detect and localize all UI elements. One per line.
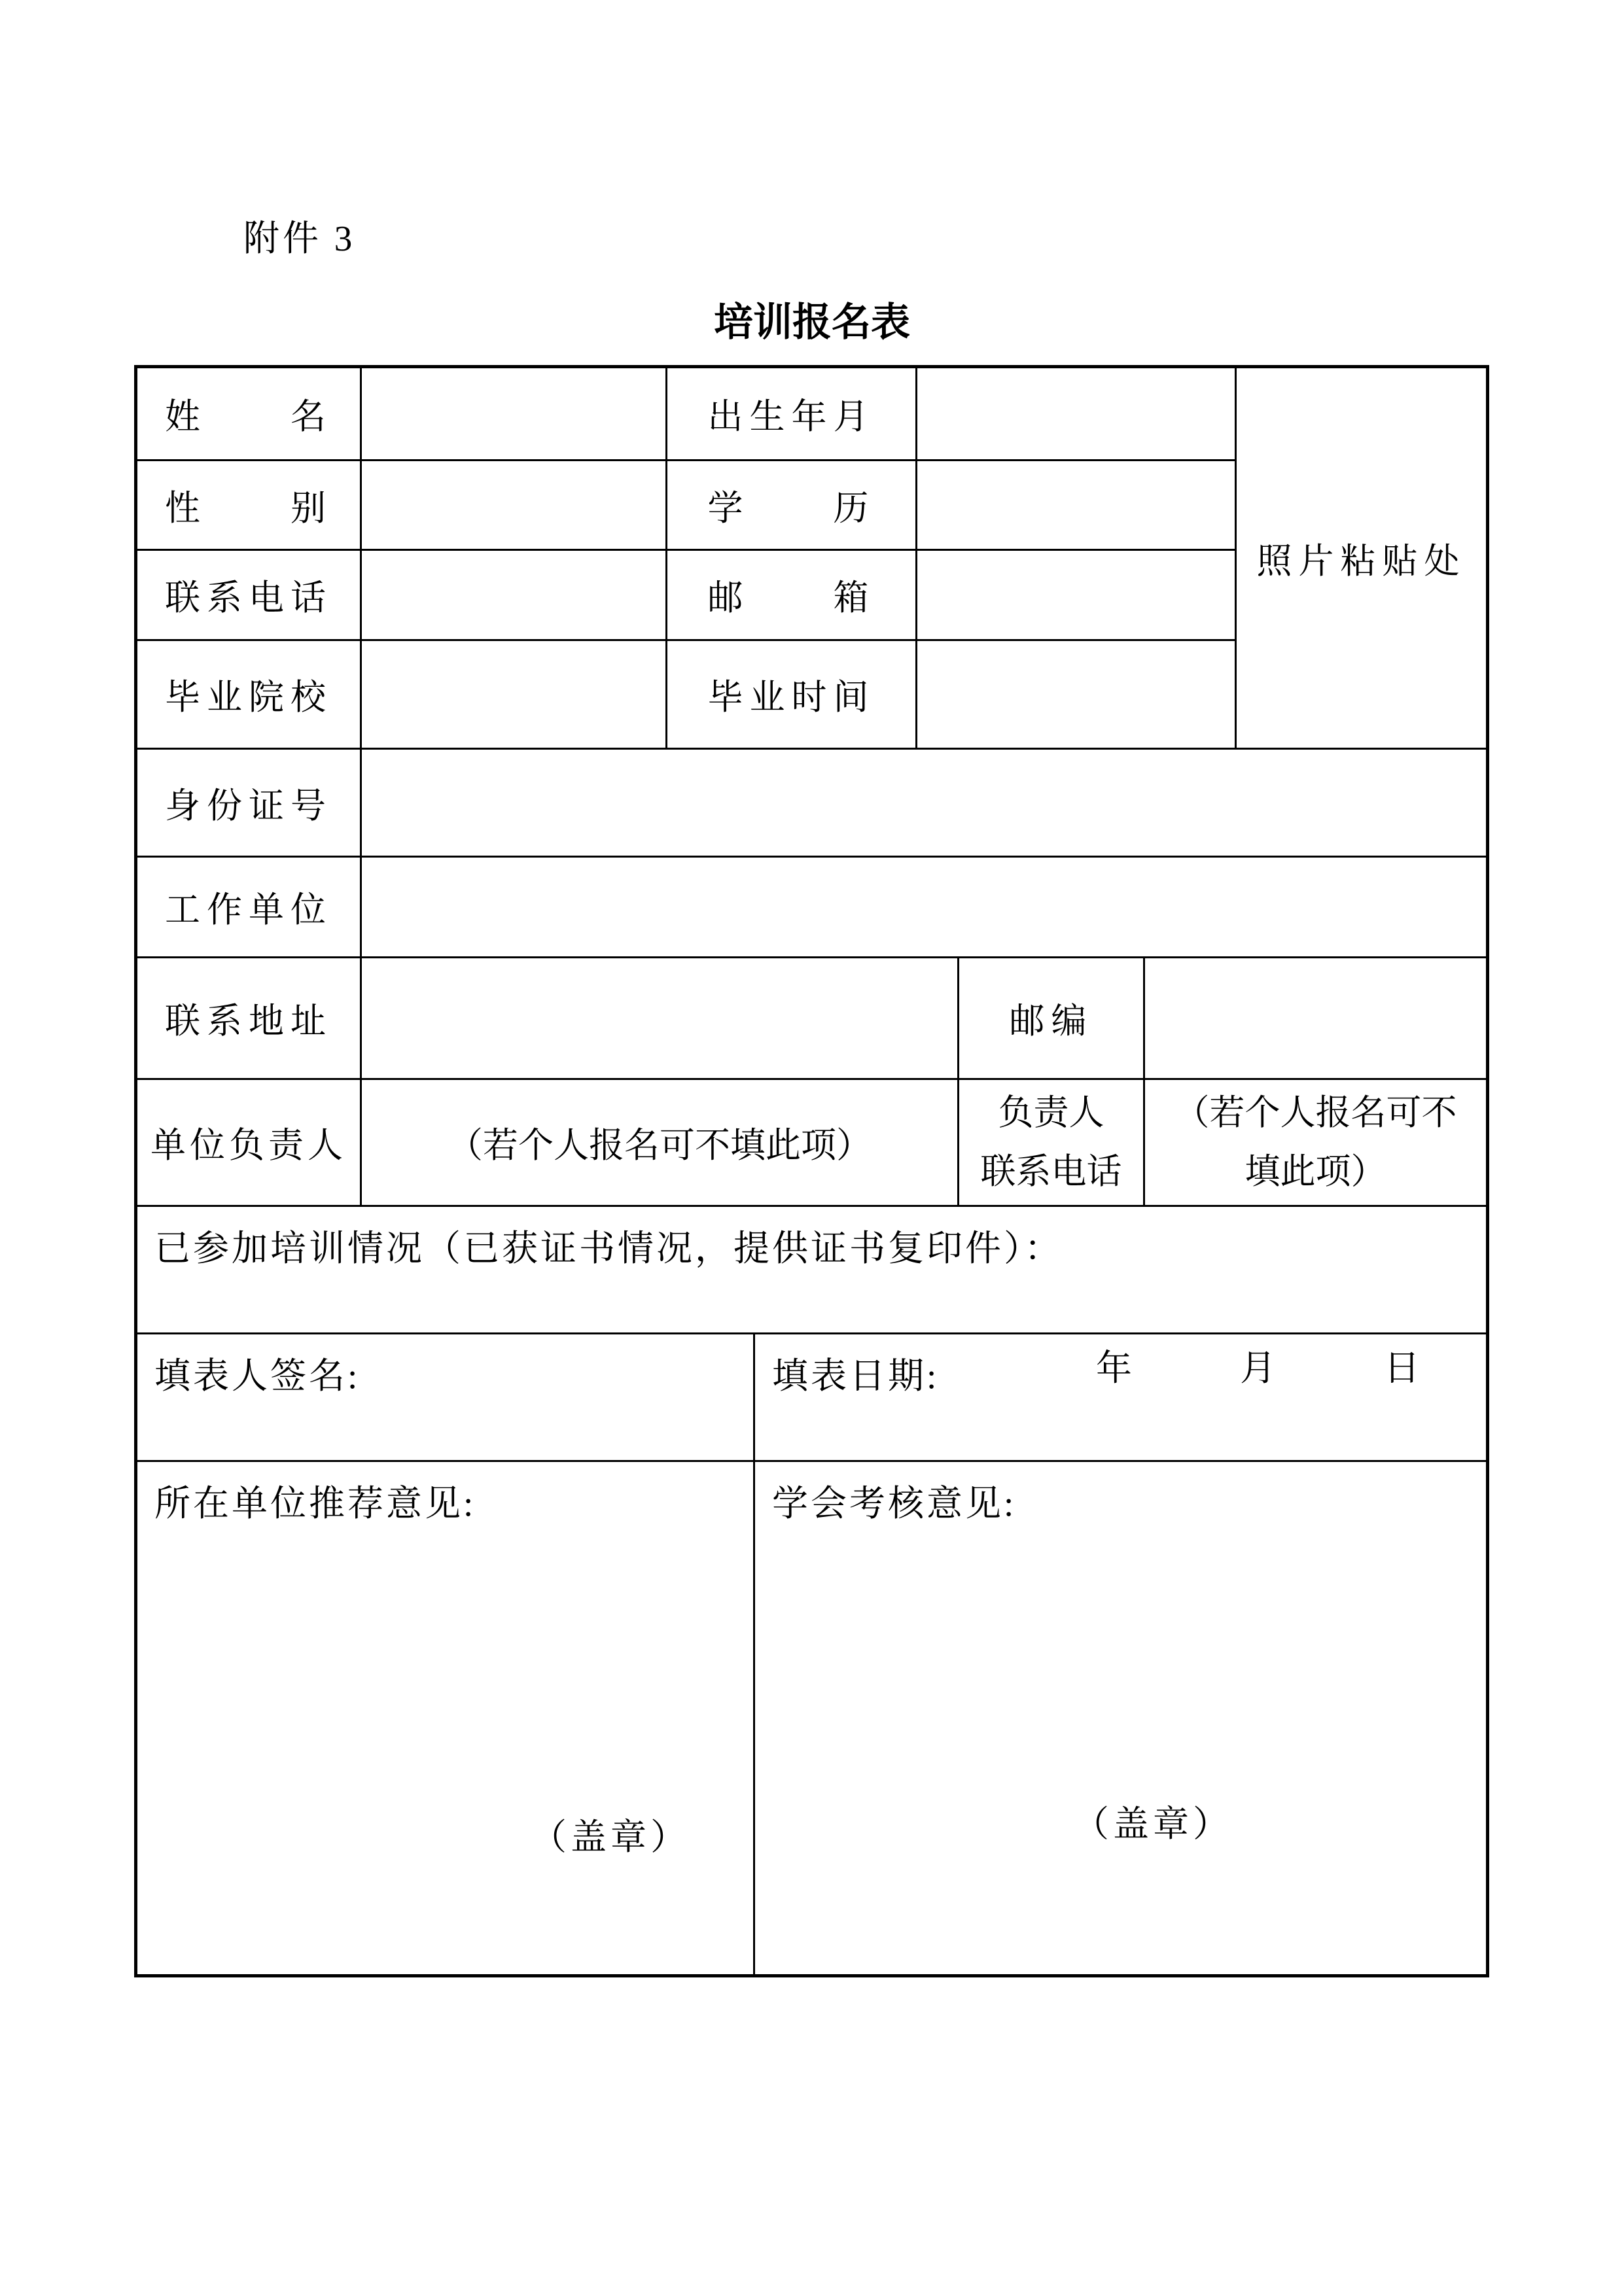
page-title: 培训报名表 — [714, 301, 910, 344]
fill-date-cell[interactable] — [754, 1334, 1488, 1461]
education-label: 学 历 — [667, 461, 917, 550]
society-opinion-label: 学会考核意见: — [772, 1484, 1017, 1523]
date-ymd-placeholder: 年 月 日 — [1096, 1348, 1421, 1388]
society-opinion-cell[interactable] — [754, 1461, 1488, 1976]
photo-paste-area: 照片粘贴处 — [1236, 367, 1488, 749]
grad-time-label: 毕业时间 — [667, 640, 917, 749]
leader-phone-label — [959, 1079, 1144, 1206]
leader-phone-note — [1144, 1079, 1488, 1206]
signer-label: 填表人签名: — [154, 1356, 361, 1396]
training-history-label: 已参加培训情况（已获证书情况，提供证书复印件）： — [154, 1228, 1063, 1268]
unit-leader-label: 单位负责人 — [136, 1079, 361, 1206]
fill-date-label: 填表日期: — [772, 1356, 940, 1396]
school-label: 毕业院校 — [136, 640, 361, 749]
postcode-label: 邮编 — [959, 958, 1144, 1079]
signer-cell[interactable] — [136, 1334, 754, 1461]
id-number-label: 身份证号 — [136, 749, 361, 857]
address-label: 联系地址 — [136, 958, 361, 1079]
phone-label: 联系电话 — [136, 550, 361, 640]
postcode-input-cell[interactable] — [1144, 958, 1488, 1079]
leader-phone-note-line1: （若个人报名可不 — [1174, 1093, 1457, 1133]
leader-phone-label-line1: 负责人 — [998, 1093, 1104, 1133]
grad-time-input-cell[interactable] — [917, 640, 1236, 749]
unit-opinion-cell[interactable] — [136, 1461, 754, 1976]
registration-form-table — [134, 365, 1489, 1977]
attachment-label: 附件 3 — [243, 218, 356, 258]
unit-opinion-label: 所在单位推荐意见: — [154, 1484, 476, 1523]
society-stamp-placeholder: （盖章） — [1073, 1804, 1233, 1844]
unit-stamp-placeholder: （盖章） — [531, 1817, 691, 1857]
training-history-cell[interactable] — [136, 1206, 1488, 1334]
id-number-input-cell[interactable] — [361, 749, 1488, 857]
school-input-cell[interactable] — [361, 640, 667, 749]
address-input-cell[interactable] — [361, 958, 959, 1079]
leader-phone-note-line2: 填此项） — [1244, 1151, 1386, 1191]
email-label: 邮 箱 — [667, 550, 917, 640]
name-input-cell[interactable] — [361, 367, 667, 461]
education-input-cell[interactable] — [917, 461, 1236, 550]
leader-phone-label-line2: 联系电话 — [980, 1151, 1122, 1191]
birth-date-label: 出生年月 — [667, 367, 917, 461]
gender-input-cell[interactable] — [361, 461, 667, 550]
email-input-cell[interactable] — [917, 550, 1236, 640]
name-label: 姓 名 — [136, 367, 361, 461]
gender-label: 性 别 — [136, 461, 361, 550]
birth-date-input-cell[interactable] — [917, 367, 1236, 461]
work-unit-input-cell[interactable] — [361, 857, 1488, 958]
unit-leader-note: （若个人报名可不填此项） — [361, 1079, 959, 1206]
phone-input-cell[interactable] — [361, 550, 667, 640]
work-unit-label: 工作单位 — [136, 857, 361, 958]
